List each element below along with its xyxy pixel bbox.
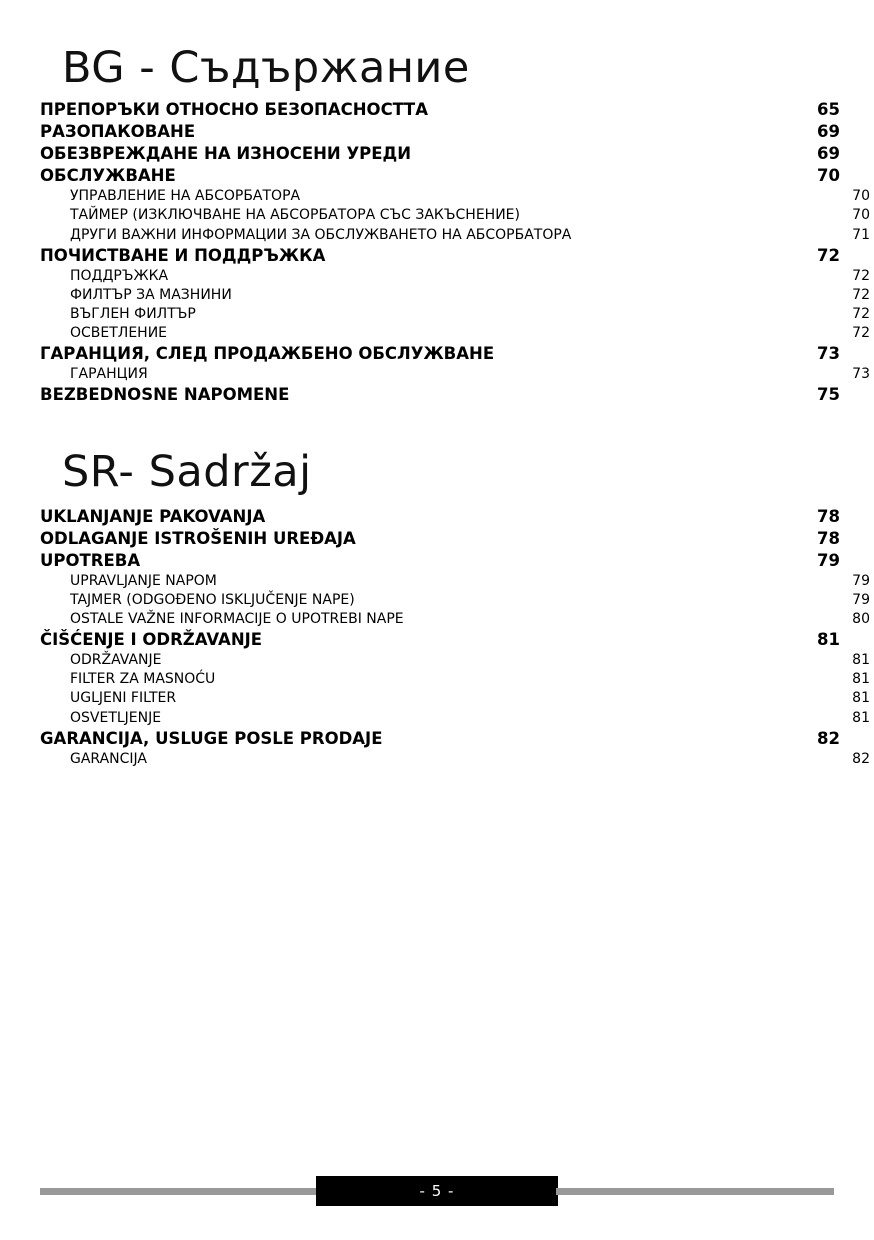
toc-entry-page: 81 [852, 671, 870, 688]
toc-entry-page: 69 [817, 144, 840, 164]
toc-entry-label: UGLJENI FILTER [70, 690, 177, 707]
toc-entry-label: UKLANJANJE PAKOVANJA [40, 506, 266, 526]
toc-entry[interactable] [40, 99, 840, 121]
toc-entry-label: BEZBEDNOSNE NAPOMENE [40, 385, 290, 405]
toc-entry-page: 79 [852, 572, 870, 589]
toc-entry-page: 79 [817, 550, 840, 570]
footer-rule-left [40, 1188, 318, 1195]
toc-entry-page: 81 [852, 690, 870, 707]
toc-entry-page: 81 [852, 709, 870, 726]
toc-entry-label: ODRŽAVANJE [70, 652, 162, 669]
toc-list-sr [40, 506, 870, 769]
toc-entry-page: 80 [852, 610, 870, 627]
toc-entry-label: ODLAGANJE ISTROŠENIH UREĐAJA [40, 528, 356, 548]
toc-entry[interactable] [40, 591, 870, 610]
toc-entry[interactable] [40, 528, 840, 550]
toc-entry-page: 72 [852, 286, 870, 303]
toc-entry-page: 73 [852, 366, 870, 383]
toc-entry[interactable] [40, 709, 870, 728]
toc-entry-label: ОБЕЗВРЕЖДАНЕ НА ИЗНОСЕНИ УРЕДИ [40, 144, 412, 164]
toc-entry-page: 70 [852, 188, 870, 205]
page-footer [0, 1176, 874, 1206]
toc-section-title-bg: BG - Съдържание [62, 43, 470, 93]
toc-entry[interactable] [40, 324, 870, 343]
toc-entry-page: 78 [817, 528, 840, 548]
toc-entry-page: 72 [852, 325, 870, 342]
toc-entry-page: 71 [852, 226, 870, 243]
toc-entry[interactable] [40, 305, 870, 324]
toc-entry-page: 70 [852, 207, 870, 224]
toc-entry-page: 75 [817, 385, 840, 405]
page-number: - 5 - [316, 1176, 558, 1206]
toc-entry-label: UPRAVLJANJE NAPOM [70, 572, 217, 589]
toc-entry-label: ФИЛТЪР ЗА МАЗНИНИ [70, 286, 232, 303]
toc-entry[interactable] [40, 689, 870, 708]
toc-entry[interactable] [40, 750, 870, 769]
toc-entry[interactable] [40, 728, 840, 750]
toc-entry-page: 79 [852, 591, 870, 608]
toc-entry[interactable] [40, 384, 840, 406]
toc-entry-page: 72 [817, 245, 840, 265]
toc-entry-page: 81 [817, 630, 840, 650]
toc-entry-label: ПРЕПОРЪКИ ОТНОСНО БЕЗОПАСНОСТТА [40, 100, 428, 120]
footer-rule-right [556, 1188, 834, 1195]
toc-entry[interactable] [40, 206, 870, 225]
toc-section-title-sr: SR- Sadržaj [62, 447, 312, 498]
toc-entry-page: 69 [817, 122, 840, 142]
toc-entry-page: 81 [852, 652, 870, 669]
toc-entry[interactable] [40, 670, 870, 689]
toc-entry[interactable] [40, 343, 840, 365]
toc-entry[interactable] [40, 629, 840, 651]
toc-entry-label: ГАРАНЦИЯ [70, 366, 148, 383]
toc-entry-label: ОСВЕТЛЕНИЕ [70, 325, 168, 342]
toc-entry[interactable] [40, 267, 870, 286]
toc-content [40, 43, 870, 769]
toc-entry-label: FILTER ZA MASNOĆU [70, 671, 216, 688]
toc-entry-label: ČIŠĆENJE I ODRŽAVANJE [40, 630, 263, 650]
toc-entry-label: ВЪГЛЕН ФИЛТЪР [70, 305, 196, 322]
toc-entry-label: ПОЧИСТВАНЕ И ПОДДРЪЖКА [40, 245, 326, 265]
toc-entry[interactable] [40, 572, 870, 591]
toc-entry-page: 73 [817, 344, 840, 364]
toc-entry[interactable] [40, 651, 870, 670]
toc-entry-label: OSVETLJENJE [70, 709, 162, 726]
toc-entry[interactable] [40, 121, 840, 143]
toc-entry[interactable] [40, 550, 840, 572]
toc-list-bg [40, 99, 870, 406]
toc-entry[interactable] [40, 506, 840, 528]
toc-entry[interactable] [40, 245, 840, 267]
toc-entry-label: ПОДДРЪЖКА [70, 267, 169, 284]
toc-entry-label: ГАРАНЦИЯ, СЛЕД ПРОДАЖБЕНО ОБСЛУЖВАНЕ [40, 344, 495, 364]
toc-entry-label: GARANCIJA [70, 750, 147, 767]
toc-entry[interactable] [40, 187, 870, 206]
toc-entry-label: UPOTREBA [40, 550, 141, 570]
toc-entry-label: ТАЙМЕР (ИЗКЛЮЧВАНЕ НА АБСОРБАТОРА СЪС ЗАКЪСНЕНИЕ) [70, 207, 520, 224]
toc-entry-page: 72 [852, 305, 870, 322]
toc-entry-label: TAJMER (ODGOĐENO ISKLJUČENJE NAPE) [70, 591, 355, 608]
toc-entry[interactable] [40, 165, 840, 187]
toc-entry[interactable] [40, 286, 870, 305]
toc-entry-page: 82 [817, 728, 840, 748]
toc-entry[interactable] [40, 610, 870, 629]
toc-entry-page: 65 [817, 100, 840, 120]
toc-entry-page: 82 [852, 750, 870, 767]
toc-entry-label: ОБСЛУЖВАНЕ [40, 166, 176, 186]
toc-entry-page: 70 [817, 166, 840, 186]
toc-entry-label: УПРАВЛЕНИЕ НА АБСОРБАТОРА [70, 188, 301, 205]
toc-entry[interactable] [40, 143, 840, 165]
toc-entry-label: OSTALE VAŽNE INFORMACIJE O UPOTREBI NAPE [70, 610, 404, 627]
toc-entry[interactable] [40, 365, 870, 384]
toc-entry-page: 72 [852, 267, 870, 284]
toc-entry-label: РАЗОПАКОВАНЕ [40, 122, 196, 142]
toc-entry-label: ДРУГИ ВАЖНИ ИНФОРМАЦИИ ЗА ОБСЛУЖВАНЕТО НА АБСОРБАТОРА [70, 226, 572, 243]
toc-entry-label: GARANCIJA, USLUGE POSLE PRODAJE [40, 728, 383, 748]
toc-entry[interactable] [40, 226, 870, 245]
toc-entry-page: 78 [817, 506, 840, 526]
